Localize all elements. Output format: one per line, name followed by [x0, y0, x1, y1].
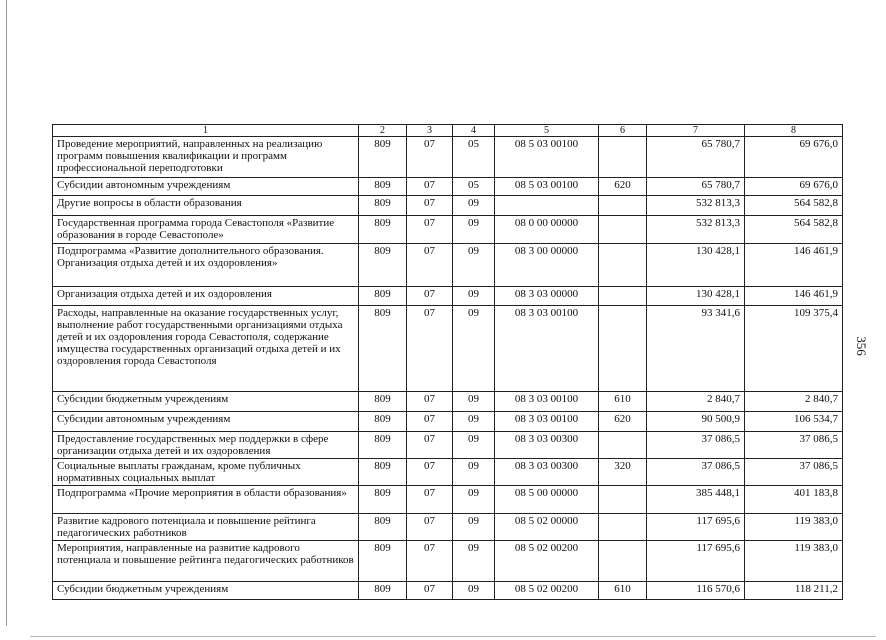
target-code-cell: 08 5 03 00100: [495, 137, 599, 178]
amount-year2-cell: 564 582,8: [745, 196, 843, 216]
table-row: [53, 514, 843, 541]
amount-year2-cell: 564 582,8: [745, 216, 843, 244]
section-code-cell: 07: [407, 306, 453, 392]
subsection-code-cell: 09: [453, 412, 495, 432]
amount-year1-cell: 130 428,1: [647, 244, 745, 287]
expense-type-cell: 620: [599, 178, 647, 196]
row-name-cell: Государственная программа города Севастополя «Развитие образования в городе Севастополе»: [53, 216, 359, 244]
expense-type-cell: 610: [599, 392, 647, 412]
amount-year1-cell: 93 341,6: [647, 306, 745, 392]
column-header: 8: [745, 125, 843, 137]
column-header: 5: [495, 125, 599, 137]
amount-year2-cell: 37 086,5: [745, 459, 843, 486]
row-name-cell: Субсидии бюджетным учреждениям: [53, 392, 359, 412]
row-name-cell: Предоставление государственных мер поддержки в сфере организации отдыха детей и их оздоровления: [53, 432, 359, 459]
target-code-cell: 08 3 03 00100: [495, 306, 599, 392]
subsection-code-cell: 09: [453, 392, 495, 412]
expense-type-cell: [599, 486, 647, 514]
subsection-code-cell: 05: [453, 178, 495, 196]
section-code-cell: 07: [407, 541, 453, 582]
expense-type-cell: [599, 244, 647, 287]
subsection-code-cell: 09: [453, 514, 495, 541]
table-body: [53, 137, 843, 600]
row-name-cell: Организация отдыха детей и их оздоровления: [53, 287, 359, 306]
table-row: [53, 541, 843, 582]
row-name-cell: Субсидии бюджетным учреждениям: [53, 582, 359, 600]
section-code-cell: 07: [407, 486, 453, 514]
admin-code-cell: 809: [359, 244, 407, 287]
row-name-cell: Развитие кадрового потенциала и повышение рейтинга педагогических работников: [53, 514, 359, 541]
table-row: [53, 459, 843, 486]
admin-code-cell: 809: [359, 432, 407, 459]
amount-year2-cell: 119 383,0: [745, 514, 843, 541]
admin-code-cell: 809: [359, 412, 407, 432]
expense-type-cell: 610: [599, 582, 647, 600]
column-header: 3: [407, 125, 453, 137]
subsection-code-cell: 09: [453, 582, 495, 600]
expense-type-cell: [599, 137, 647, 178]
subsection-code-cell: 09: [453, 306, 495, 392]
target-code-cell: 08 3 03 00100: [495, 392, 599, 412]
section-code-cell: 07: [407, 216, 453, 244]
amount-year2-cell: 2 840,7: [745, 392, 843, 412]
row-name-cell: Расходы, направленные на оказание государственных услуг, выполнение работ государственными организациями отдыха детей и их оздоровления города Севастополя, содержание имущества государственных организаций отдыха детей и их оздоровления города Севастополя: [53, 306, 359, 392]
admin-code-cell: 809: [359, 486, 407, 514]
amount-year1-cell: 37 086,5: [647, 432, 745, 459]
table-row: [53, 392, 843, 412]
section-code-cell: 07: [407, 432, 453, 459]
amount-year2-cell: 146 461,9: [745, 287, 843, 306]
section-code-cell: 07: [407, 137, 453, 178]
amount-year1-cell: 130 428,1: [647, 287, 745, 306]
bottom-rule: [30, 636, 876, 637]
target-code-cell: 08 5 03 00100: [495, 178, 599, 196]
table-row: [53, 244, 843, 287]
amount-year1-cell: 2 840,7: [647, 392, 745, 412]
amount-year1-cell: 37 086,5: [647, 459, 745, 486]
amount-year1-cell: 116 570,6: [647, 582, 745, 600]
section-code-cell: 07: [407, 244, 453, 287]
target-code-cell: 08 5 02 00000: [495, 514, 599, 541]
amount-year2-cell: 69 676,0: [745, 178, 843, 196]
subsection-code-cell: 09: [453, 216, 495, 244]
target-code-cell: 08 3 03 00300: [495, 432, 599, 459]
column-header: 6: [599, 125, 647, 137]
section-code-cell: 07: [407, 582, 453, 600]
admin-code-cell: 809: [359, 216, 407, 244]
target-code-cell: 08 3 03 00000: [495, 287, 599, 306]
admin-code-cell: 809: [359, 178, 407, 196]
table-row: [53, 178, 843, 196]
expense-type-cell: 620: [599, 412, 647, 432]
amount-year1-cell: 532 813,3: [647, 196, 745, 216]
subsection-code-cell: 09: [453, 287, 495, 306]
row-name-cell: Субсидии автономным учреждениям: [53, 412, 359, 432]
amount-year2-cell: 146 461,9: [745, 244, 843, 287]
table-row: [53, 287, 843, 306]
admin-code-cell: 809: [359, 392, 407, 412]
table-row: [53, 306, 843, 392]
section-code-cell: 07: [407, 287, 453, 306]
expense-type-cell: [599, 306, 647, 392]
admin-code-cell: 809: [359, 459, 407, 486]
amount-year2-cell: 118 211,2: [745, 582, 843, 600]
row-name-cell: Проведение мероприятий, направленных на реализацию программ повышения квалификации и программ профессиональной переподготовки: [53, 137, 359, 178]
table-row: [53, 216, 843, 244]
table-row: [53, 412, 843, 432]
subsection-code-cell: 09: [453, 486, 495, 514]
table-row: [53, 196, 843, 216]
subsection-code-cell: 09: [453, 541, 495, 582]
table-row: [53, 432, 843, 459]
table-row: [53, 582, 843, 600]
subsection-code-cell: 05: [453, 137, 495, 178]
row-name-cell: Подпрограмма «Развитие дополнительного образования. Организация отдыха детей и их оздоровления»: [53, 244, 359, 287]
admin-code-cell: 809: [359, 196, 407, 216]
row-name-cell: Субсидии автономным учреждениям: [53, 178, 359, 196]
expense-type-cell: [599, 196, 647, 216]
target-code-cell: [495, 196, 599, 216]
amount-year2-cell: 119 383,0: [745, 541, 843, 582]
subsection-code-cell: 09: [453, 432, 495, 459]
amount-year2-cell: 106 534,7: [745, 412, 843, 432]
section-code-cell: 07: [407, 514, 453, 541]
target-code-cell: 08 3 00 00000: [495, 244, 599, 287]
target-code-cell: 08 5 02 00200: [495, 541, 599, 582]
column-header: 1: [53, 125, 359, 137]
section-code-cell: 07: [407, 178, 453, 196]
amount-year2-cell: 69 676,0: [745, 137, 843, 178]
amount-year1-cell: 385 448,1: [647, 486, 745, 514]
page-number: 356: [854, 336, 869, 356]
amount-year1-cell: 90 500,9: [647, 412, 745, 432]
target-code-cell: 08 3 03 00300: [495, 459, 599, 486]
amount-year1-cell: 117 695,6: [647, 514, 745, 541]
admin-code-cell: 809: [359, 137, 407, 178]
amount-year1-cell: 117 695,6: [647, 541, 745, 582]
target-code-cell: 08 5 00 00000: [495, 486, 599, 514]
row-name-cell: Подпрограмма «Прочие мероприятия в области образования»: [53, 486, 359, 514]
subsection-code-cell: 09: [453, 244, 495, 287]
table-row: [53, 486, 843, 514]
column-header: 2: [359, 125, 407, 137]
expense-type-cell: [599, 287, 647, 306]
subsection-code-cell: 09: [453, 196, 495, 216]
column-number-row: [53, 125, 843, 137]
expense-type-cell: [599, 216, 647, 244]
admin-code-cell: 809: [359, 514, 407, 541]
amount-year1-cell: 65 780,7: [647, 137, 745, 178]
admin-code-cell: 809: [359, 287, 407, 306]
section-code-cell: 07: [407, 196, 453, 216]
section-code-cell: 07: [407, 459, 453, 486]
admin-code-cell: 809: [359, 541, 407, 582]
amount-year2-cell: 401 183,8: [745, 486, 843, 514]
subsection-code-cell: 09: [453, 459, 495, 486]
page-edge-line: [6, 0, 7, 626]
expense-type-cell: [599, 432, 647, 459]
column-header: 7: [647, 125, 745, 137]
amount-year2-cell: 37 086,5: [745, 432, 843, 459]
budget-table: [52, 124, 843, 600]
expense-type-cell: 320: [599, 459, 647, 486]
row-name-cell: Мероприятия, направленные на развитие кадрового потенциала и повышение рейтинга педагогических работников: [53, 541, 359, 582]
section-code-cell: 07: [407, 412, 453, 432]
target-code-cell: 08 3 03 00100: [495, 412, 599, 432]
target-code-cell: 08 0 00 00000: [495, 216, 599, 244]
amount-year1-cell: 65 780,7: [647, 178, 745, 196]
row-name-cell: Другие вопросы в области образования: [53, 196, 359, 216]
admin-code-cell: 809: [359, 582, 407, 600]
expense-type-cell: [599, 514, 647, 541]
amount-year2-cell: 109 375,4: [745, 306, 843, 392]
admin-code-cell: 809: [359, 306, 407, 392]
section-code-cell: 07: [407, 392, 453, 412]
row-name-cell: Социальные выплаты гражданам, кроме публичных нормативных социальных выплат: [53, 459, 359, 486]
column-header: 4: [453, 125, 495, 137]
amount-year1-cell: 532 813,3: [647, 216, 745, 244]
table-row: [53, 137, 843, 178]
target-code-cell: 08 5 02 00200: [495, 582, 599, 600]
expense-type-cell: [599, 541, 647, 582]
